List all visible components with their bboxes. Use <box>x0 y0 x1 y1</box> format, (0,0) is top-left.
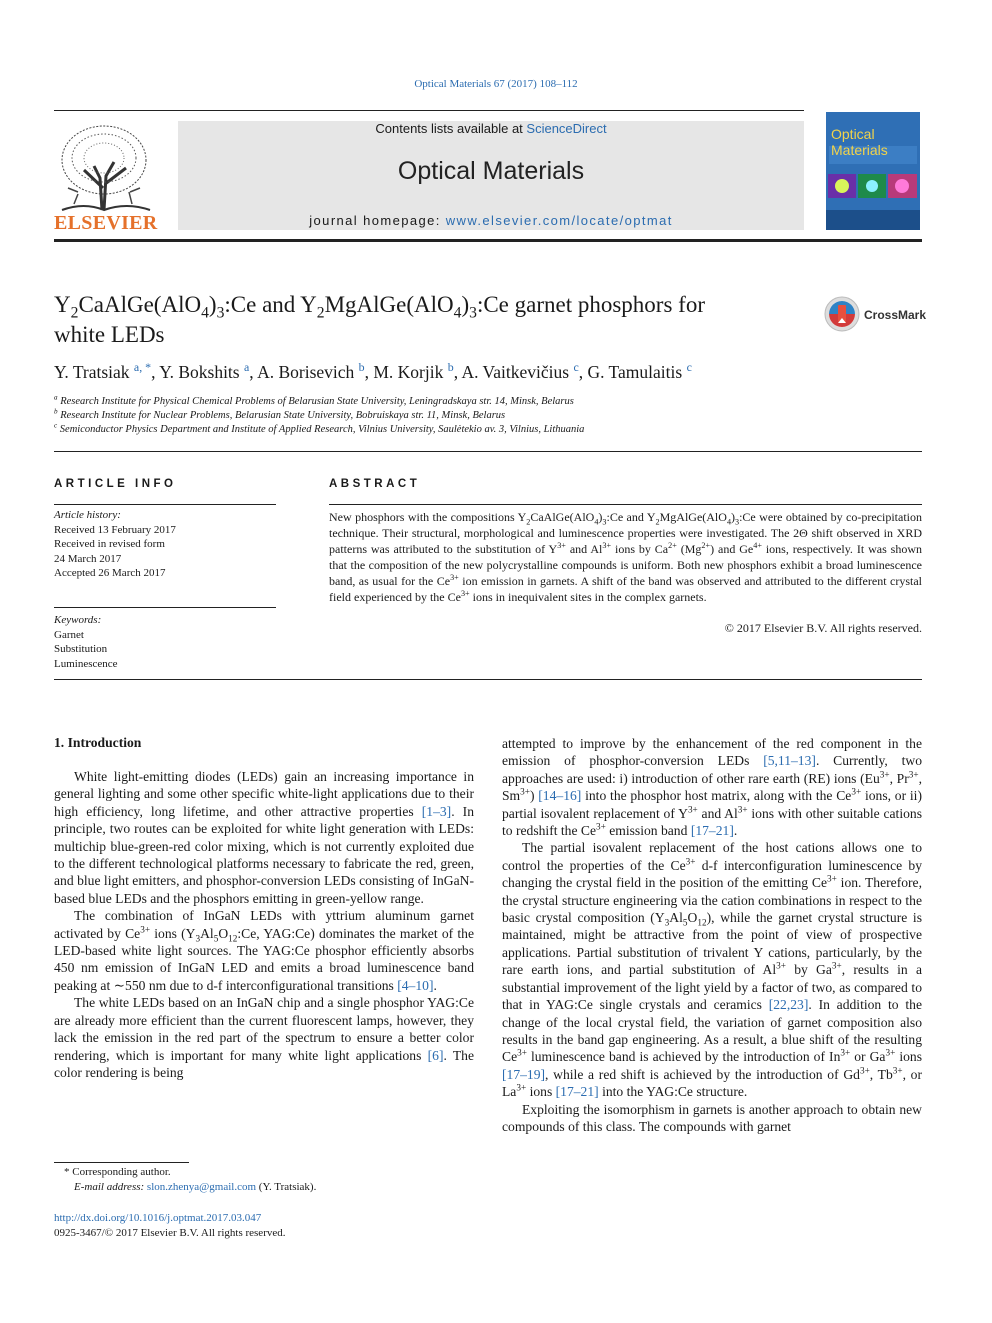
author-list: Y. Tratsiak $^{a, *}$, Y. Bokshits $^a$, A. Borisevich $^b$, M. Korjik $^b$, A. Vaitkevičius $^c$, G. Tamulaitis $^c$ <box>54 360 692 382</box>
keyword-item: Garnet <box>54 628 84 641</box>
divider <box>54 451 922 452</box>
reference-link[interactable]: [4–10] <box>397 977 434 993</box>
footnote-rule <box>54 1162 189 1163</box>
affiliation-item: $^a$ Research Institute for Physical Chemical Problems of Belarusian State University, Leningradskaya str. 14, Minsk, Belarus <box>54 393 574 407</box>
abstract-heading: ABSTRACT <box>329 478 421 490</box>
email-link[interactable]: slon.zhenya@gmail.com <box>146 1181 257 1193</box>
corresponding-author-note: * Corresponding author. <box>64 1166 171 1178</box>
paragraph: The combination of InGaN LEDs with yttrium aluminum garnet activated by $Ce^{3+}$ ions ($Y_3Al_5O_{12}:Ce$, YAG:Ce) dominates the market of the LED-based white light sources. The YAG:Ce phosphor efficiently absorbs 450 nm emission of InGaN LED and emits a broad luminescence band peaking at ∼550 nm due to d-f interconfigurational transitions [4–10]. <box>54 908 474 993</box>
homepage-link[interactable]: www.elsevier.com/locate/optmat <box>445 213 673 228</box>
header-top-rule <box>54 110 804 111</box>
keywords <box>54 613 118 671</box>
doi-block <box>54 1211 286 1241</box>
paragraph: White light-emitting diodes (LEDs) gain an increasing importance in general lighting and some other specific white-light applications due to their high efficiency, long lifetime, and other attractive properties [1–3]. In principle, two routes can be exploited for white light generation with LEDs: multichip blue-green-red color mixing, which is not currently exploited due to the different technological platforms necessary to fabricate the red, green, and blue light emitters, and phosphor-conversion LEDs consisting of InGaN-based blue LEDs and the phosphors emitting in green-yellow range. <box>54 769 475 906</box>
reference-link[interactable]: [17–21] <box>690 823 734 839</box>
email-label: E-mail address: <box>74 1181 147 1193</box>
issn-line: 0925-3467/© 2017 Elsevier B.V. All rights reserved. <box>54 1227 286 1239</box>
author-name[interactable]: A. Borisevich <box>257 362 355 382</box>
divider <box>329 504 922 505</box>
affiliation-item: $^b$ Research Institute for Nuclear Problems, Belarusian State University, Bobruiskaya str. 11, Minsk, Belarus <box>54 407 506 421</box>
contents-prefix: Contents lists available at <box>375 121 527 136</box>
sciencedirect-link[interactable]: ScienceDirect <box>526 121 607 136</box>
author-name[interactable]: A. Vaitkevičius <box>461 362 570 382</box>
body-column-left <box>54 768 474 1081</box>
header-bottom-rule <box>54 239 922 242</box>
reference-link[interactable]: [6] <box>427 1047 444 1063</box>
abstract-body: New phosphors with the compositions $Y_2CaAlGe(AlO_4)_3:Ce$ and $Y_2MgAlGe(AlO_4)_3:Ce$ were obtained by co-precipitation technique. Their structural, morphological and luminescence properties were investigated. The 2Θ shift observed in XRD patterns was attributed to the substitution of $Y^{3+}$ and $Al^{3+}$ ions by $Ca^{2+}$ $(Mg^{2+})$ and $Ge^{4+}$ ions, respectively. It was shown that the composition of the new polycrystalline compounds is uniform. Both new phosphors exhibit a broad luminescence band, as usual for the $Ce^{3+}$ ion emission in garnets. A shift of the band was observed and attributed to the different crystal field experienced by the $Ce^{3+}$ ions in inequivalent sites in the complex garnets. <box>329 510 923 604</box>
email-suffix: (Y. Tratsiak). <box>256 1181 317 1193</box>
author-affiliation-mark[interactable]: a <box>243 360 250 375</box>
affiliations <box>54 395 584 437</box>
body-column-right <box>502 735 922 1135</box>
reference-link[interactable]: [17–19] <box>502 1066 546 1082</box>
footnote <box>54 1165 316 1195</box>
divider <box>54 679 922 680</box>
history-label: Article history: <box>54 509 121 521</box>
author-name[interactable]: Y. Tratsiak <box>54 362 130 382</box>
section-heading-introduction: 1. Introduction <box>54 735 142 750</box>
author-affiliation-mark[interactable]: c <box>686 360 692 375</box>
author-name[interactable]: G. Tamulaitis <box>587 362 683 382</box>
reference-link[interactable]: [5,11–13] <box>763 753 816 769</box>
crossmark-icon[interactable] <box>824 296 860 332</box>
journal-citation[interactable]: Optical Materials 67 (2017) 108–112 <box>414 78 578 90</box>
divider <box>54 504 276 505</box>
author-name[interactable]: M. Korjik <box>373 362 444 382</box>
author-affiliation-mark[interactable]: a, * <box>133 360 152 375</box>
history-item: 24 March 2017 <box>54 552 122 565</box>
keywords-label: Keywords: <box>54 614 102 626</box>
doi-link[interactable]: http://dx.doi.org/10.1016/j.optmat.2017.03.047 <box>54 1212 262 1224</box>
journal-homepage <box>178 213 804 228</box>
paragraph: The partial isovalent replacement of the host cations allows one to control the properties of the $Ce^{3+}$ d-f interconfiguration luminescence by changing the crystal field in the position of the emitting $Ce^{3+}$ ion. Therefore, the crystal structure engineering via the cation combinations in respect to the basic crystal composition $(Y_3Al_5O_{12})$, while the garnet crystal structure is maintained, might be attractive from the point of view of prospective applications. Partial substitution of trivalent Y cations, particularly, by the rare earth ions, and partial substitution of $Al^{3+}$ by $Ga^{3+}$, results in a substantial improvement of the light yield by a factor of two, as compared to that in YAG:Ce single crystals and ceramics [22,23]. In addition to the change of the local crystal field, the variation of garnet composition also results in the band gap engineering. As a result, a blue shift of the resulting $Ce^{3+}$ luminescence band is achieved by the introduction of $In^{3+}$ or $Ga^{3+}$ ions [17–19], while a red shift is achieved by the introduction of $Gd^{3+}$, $Tb^{3+}$, or $La^{3+}$ ions [17–21] into the YAG:Ce structure. <box>502 840 923 1100</box>
article-history <box>54 508 176 581</box>
reference-link[interactable]: [1–3] <box>421 803 452 819</box>
article-title: $Y_2CaAlGe(AlO_4)_3:Ce$ and $Y_2MgAlGe(AlO_4)_3:Ce$ garnet phosphors for white LEDs <box>54 292 705 347</box>
article-info-heading: ARTICLE INFO <box>54 478 177 490</box>
reference-link[interactable]: [17–21] <box>555 1084 599 1100</box>
homepage-prefix: journal homepage: <box>309 213 446 228</box>
author-affiliation-mark[interactable]: c <box>573 360 579 375</box>
journal-name: Optical Materials <box>397 157 585 185</box>
keyword-item: Luminescence <box>54 657 118 670</box>
keyword-item: Substitution <box>54 643 108 655</box>
journal-cover-thumbnail[interactable] <box>826 112 920 230</box>
crossmark-label[interactable]: CrossMark <box>864 308 927 322</box>
author-affiliation-mark[interactable]: b <box>358 360 365 375</box>
elsevier-wordmark: ELSEVIER <box>54 212 158 234</box>
contents-line <box>178 121 804 136</box>
reference-link[interactable]: [14–16] <box>538 788 582 804</box>
divider <box>54 607 276 608</box>
author-name[interactable]: Y. Bokshits <box>159 362 240 382</box>
cover-title: Optical Materials <box>831 126 888 158</box>
paragraph: attempted to improve by the enhancement of the red component in the emission of phosphor-conversion LEDs [5,11–13]. Currently, two approaches are used: i) introduction of other rare earth (RE) ions ($Eu^{3+}$, $Pr^{3+}$, $Sm^{3+}$) [14–16] into the phosphor host matrix, along with the $Ce^{3+}$ ions, or ii) partial isovalent replacement of $Y^{3+}$ and $Al^{3+}$ ions with other suitable cations to redshift the $Ce^{3+}$ emission band [17–21]. <box>502 736 923 839</box>
reference-link[interactable]: [22,23] <box>768 997 809 1013</box>
history-item: Received in revised form <box>54 538 165 550</box>
copyright-notice: © 2017 Elsevier B.V. All rights reserved. <box>724 621 922 635</box>
history-item: Accepted 26 March 2017 <box>54 567 166 579</box>
paragraph: The white LEDs based on an InGaN chip and a single phosphor YAG:Ce are already more efficient than the current fluorescent lamps, however, they lack the emission in the red part of the spectrum to ensure a better color rendering, which is important for many white light applications [6]. The color rendering is being <box>54 995 475 1080</box>
history-item: Received 13 February 2017 <box>54 523 176 536</box>
paragraph: Exploiting the isomorphism in garnets is another approach to obtain new compounds of this class. The compounds with garnet <box>502 1101 922 1134</box>
affiliation-item: $^c$ Semiconductor Physics Department and Institute of Applied Research, Vilnius University, Saulėtekio av. 3, Vilnius, Lithuania <box>54 421 585 435</box>
author-affiliation-mark[interactable]: b <box>447 360 454 375</box>
